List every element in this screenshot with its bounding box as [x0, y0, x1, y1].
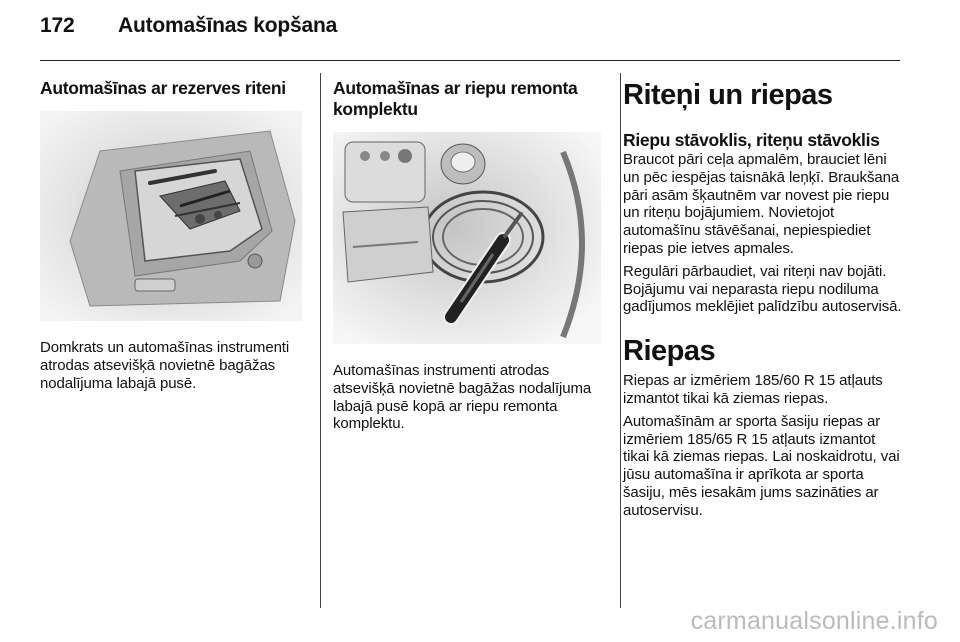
caption-spare-wheel: Domkrats un automašīnas instrumenti atrodas atsevišķā novietnē bagāžas nodalījuma labajā pusē.	[40, 339, 290, 392]
column-divider-1	[320, 73, 321, 608]
column-repair-kit	[333, 78, 605, 433]
page-number: 172	[40, 14, 75, 37]
column-divider-2	[620, 73, 621, 608]
caption-repair-kit: Automašīnas instrumenti atrodas atsevišķā novietnē bagāžas nodalījuma labajā pusē kopā ar riepu remonta komplektu.	[333, 362, 592, 433]
header-rule	[40, 60, 900, 61]
paragraph-tyre-condition-2: Regulāri pārbaudiet, vai riteņi nav bojāti. Bojājumu vai neparasta riepu nodiluma gadījumos meklējiet palīdzību autoservisā.	[623, 262, 902, 316]
chapter-title: Riteņi un riepas	[623, 79, 833, 111]
watermark: carmanualsonline.info	[690, 607, 938, 635]
section-heading-tyres: Riepas	[623, 335, 716, 368]
spare-wheel-illustration	[40, 111, 305, 321]
section-heading-tyre-condition: Riepu stāvoklis, riteņu stāvoklis	[623, 130, 880, 150]
repair-kit-illustration	[333, 132, 605, 344]
section-heading-spare-wheel: Automašīnas ar rezerves riteni	[40, 78, 286, 98]
paragraph-tyres-1: Riepas ar izmēriem 185/60 R 15 atļauts izmantot tikai kā ziemas riepas.	[623, 372, 883, 407]
column-wheels-tyres	[623, 78, 905, 520]
column-spare-wheel	[40, 78, 305, 392]
page-header	[40, 14, 337, 38]
page-title: Automašīnas kopšana	[118, 14, 338, 37]
paragraph-tyre-condition-1: Braucot pāri ceļa apmalēm, brauciet lēni un pēc iespējas taisnākā leņķī. Braukšana pāri asām šķautnēm var novest pie riepu un riteņu bojājumiem. Novietojot automašīnu stāvēšanai, nepiespiediet riepas pie ietves apmales.	[623, 151, 900, 257]
paragraph-tyres-2: Automašīnām ar sporta šasiju riepas ar izmēriem 185/65 R 15 atļauts izmantot tikai kā ziemas riepas. Lai noskaidrotu, vai jūsu automašīna ir aprīkota ar sporta šasiju, mēs iesakām jums sazināties ar autoservisu.	[623, 412, 900, 519]
section-heading-repair-kit: Automašīnas ar riepu remonta komplektu	[333, 78, 578, 119]
